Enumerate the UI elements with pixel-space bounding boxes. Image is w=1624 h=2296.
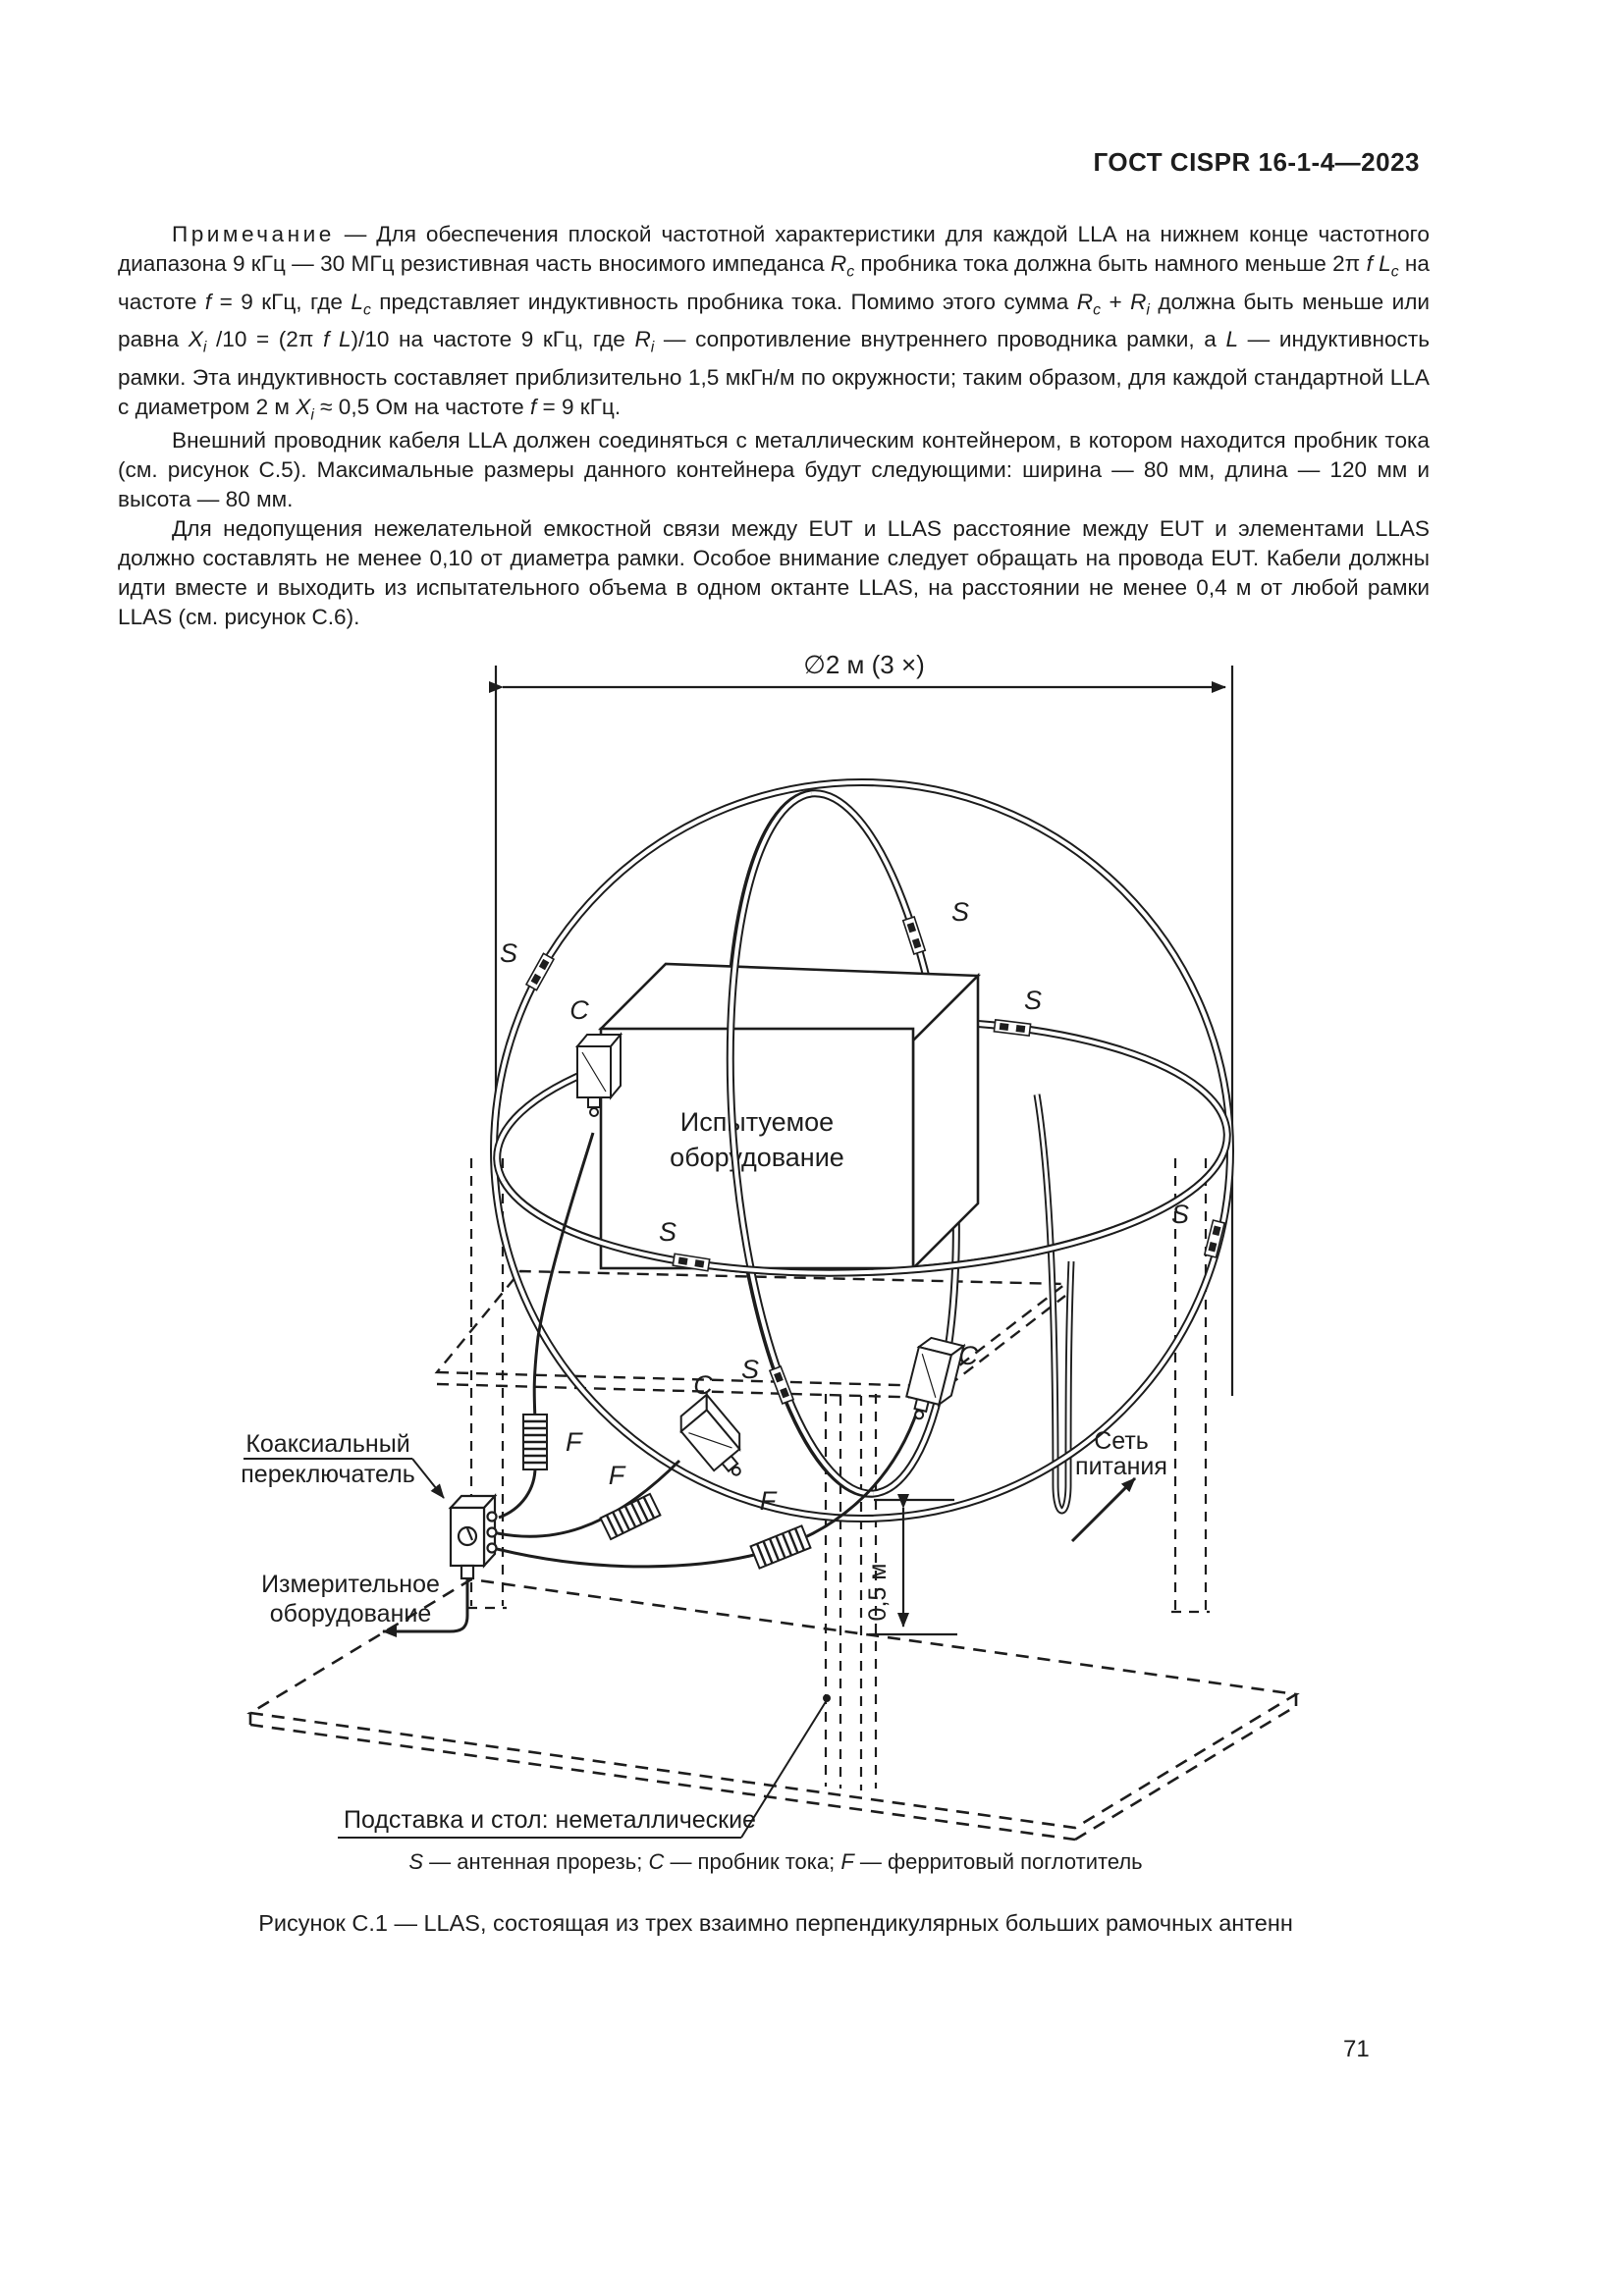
paragraph-2: Внешний проводник кабеля LLA должен соединяться с металлическим контейнером, в котором находится пробник тока (см. рисунок С.5). Максимальные размеры данного контейнера будут следующими: ширина — 80 мм, длина — 120 мм и высота — 80 мм. <box>118 428 1430 511</box>
note-label: Примечание <box>172 222 335 246</box>
coax-switch <box>451 1496 497 1578</box>
page-header: ГОСТ CISPR 16-1-4—2023 <box>1093 147 1420 177</box>
slit-label-5: S <box>1170 1200 1190 1229</box>
figure-c1-diagram <box>226 628 1404 1855</box>
slit-label-4: S <box>658 1217 677 1247</box>
stand-label: Подставка и стол: неметаллические <box>344 1806 756 1834</box>
height-label: 0,5 м <box>864 1563 892 1622</box>
meas-label-line2: оборудование <box>269 1600 432 1628</box>
slit-label-1: S <box>499 938 518 968</box>
diameter-label: ∅2 м (3 ×) <box>803 650 925 679</box>
probe-label-3: C <box>958 1341 978 1370</box>
coax-label-line2: переключатель <box>241 1461 415 1488</box>
mains-label-line2: питания <box>1075 1453 1167 1480</box>
llas-diagram <box>226 628 1404 1855</box>
mains-label-line1: Сеть <box>1094 1427 1149 1455</box>
figure-caption: Рисунок С.1 — LLAS, состоящая из трех взаимно перпендикулярных больших рамочных антенн <box>258 1910 1293 1936</box>
eut-label-line2: оборудование <box>670 1143 844 1172</box>
page-number: 71 <box>1343 2036 1370 2062</box>
paragraph-3: Для недопущения нежелательной емкостной связи между EUT и LLAS расстояние между EUT и элементами LLAS должно составлять не менее 0,10 от диаметра рамки. Особое внимание следует обращать на провода EUT. Кабели должны идти вместе и выходить из испытательного объема в одном октанте LLAS, на расстоянии не менее 0,4 м от любой рамки LLAS (см. рисунок С.6). <box>118 516 1430 629</box>
slit-label-2: S <box>950 897 970 927</box>
slit-label-3: S <box>1023 986 1043 1015</box>
ferrite-label-3: F <box>759 1486 777 1516</box>
note-text: — Для обеспечения плоской частотной характеристики для каждой LLA на нижнем конце частотного диапазона 9 кГц — 30 МГц резистивная часть вносимого импеданса $R_c$ пробника тока должна быть намного меньше 2π f $L_c$ на частоте f = 9 кГц, где $L_c$ представляет индуктивность пробника тока. Помимо этого сумма $R_c + R_i$ должна быть меньше или равна $X_i$ /10 = (2π f L)/10 на частоте 9 кГц, где $R_i$ — сопротивление внутреннего проводника рамки, а L — индуктивность рамки. Эта индуктивность составляет приблизительно 1,5 мкГн/м по окружности; таким образом, для каждой стандартной LLA с диаметром 2 м $X_i \approx 0,5$ Ом на частоте f = 9 кГц. <box>118 222 1431 424</box>
probe-label-1: C <box>569 995 589 1025</box>
figure-legend: S — антенная прорезь; C — пробник тока; F — ферритовый поглотитель <box>408 1849 1143 1874</box>
eut-label-line1: Испытуемое <box>679 1107 835 1137</box>
ferrite-label-2: F <box>608 1461 625 1490</box>
note-paragraph <box>118 220 1430 430</box>
coax-label-line1: Коаксиальный <box>245 1430 410 1458</box>
ferrite-label-1: F <box>566 1427 582 1457</box>
stand-leader-dot <box>823 1694 831 1702</box>
meas-label-line1: Измерительное <box>261 1571 440 1598</box>
mains-arrow <box>1072 1478 1135 1541</box>
probe-label-2: C <box>693 1370 713 1400</box>
slit-label-6: S <box>740 1355 760 1384</box>
